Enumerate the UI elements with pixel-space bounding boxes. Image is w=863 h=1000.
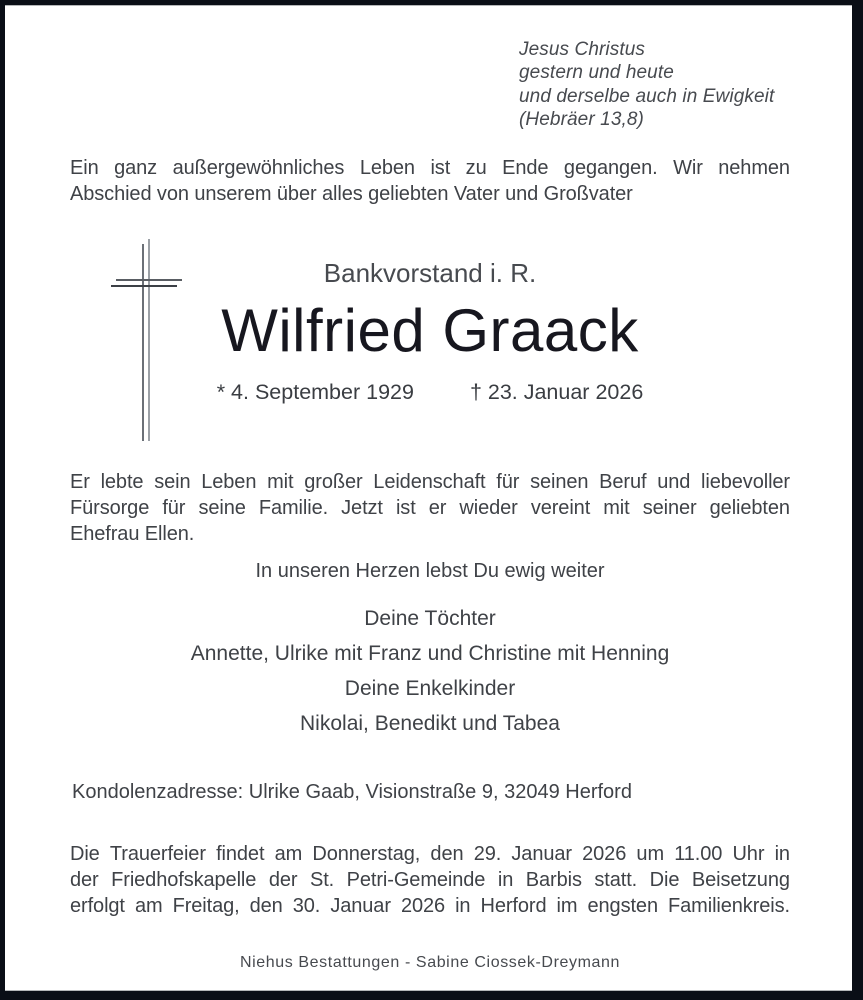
- funeral-info-line: der Friedhofskapelle der St. Petri-Gemeinde in Barbis statt. Die Beisetzung: [70, 869, 790, 891]
- notice-paper: [5, 5, 852, 991]
- tribute-line: Er lebte sein Leben mit großer Leidenschaft für seinen Beruf und liebevoller: [70, 471, 790, 493]
- birth-date: * 4. September 1929: [216, 380, 414, 404]
- family-section: [70, 601, 790, 741]
- family-line-daughters-names: Annette, Ulrike mit Franz und Christine mit Henning: [190, 642, 670, 665]
- tribute-line: Fürsorge für seine Familie. Jetzt ist er wieder vereint mit seiner geliebten: [70, 497, 790, 519]
- scripture-quote-source: (Hebräer 13,8): [519, 108, 644, 130]
- scripture-quote-line: gestern und heute: [519, 62, 674, 84]
- deceased-name: Wilfried Graack: [221, 297, 639, 364]
- tribute-paragraph: [70, 469, 790, 547]
- family-line-grandchildren-names: Nikolai, Benedikt und Tabea: [300, 712, 560, 735]
- tribute-line: Ehefrau Ellen.: [70, 523, 195, 545]
- death-date: † 23. Januar 2026: [469, 380, 644, 404]
- family-line-daughters-label: Deine Töchter: [364, 607, 496, 630]
- deceased-title: Bankvorstand i. R.: [323, 258, 537, 288]
- funeral-info-line: erfolgt am Freitag, den 30. Januar 2026 in Herford im engsten Familienkreis.: [70, 895, 790, 917]
- intro-line: Abschied von unserem über alles geliebten Vater und Großvater: [70, 183, 633, 205]
- funeral-info-line: Die Trauerfeier findet am Donnerstag, den 29. Januar 2026 um 11.00 Uhr in: [70, 843, 790, 865]
- intro-line: Ein ganz außergewöhnliches Leben ist zu Ende gegangen. Wir nehmen: [70, 157, 790, 179]
- funeral-info-paragraph: [70, 841, 790, 919]
- scripture-quote: [519, 38, 774, 131]
- remembrance-line: In unseren Herzen lebst Du ewig weiter: [255, 560, 605, 582]
- life-dates: [70, 379, 790, 405]
- condolence-address: Kondolenzadresse: Ulrike Gaab, Visionstraße 9, 32049 Herford: [72, 781, 632, 803]
- scripture-quote-line: und derselbe auch in Ewigkeit: [519, 85, 775, 107]
- intro-paragraph: [70, 155, 790, 207]
- scripture-quote-line: Jesus Christus: [519, 39, 645, 60]
- funeral-home-credit: Niehus Bestattungen - Sabine Ciossek-Dreymann: [239, 954, 621, 971]
- family-line-grandchildren-label: Deine Enkelkinder: [344, 677, 516, 700]
